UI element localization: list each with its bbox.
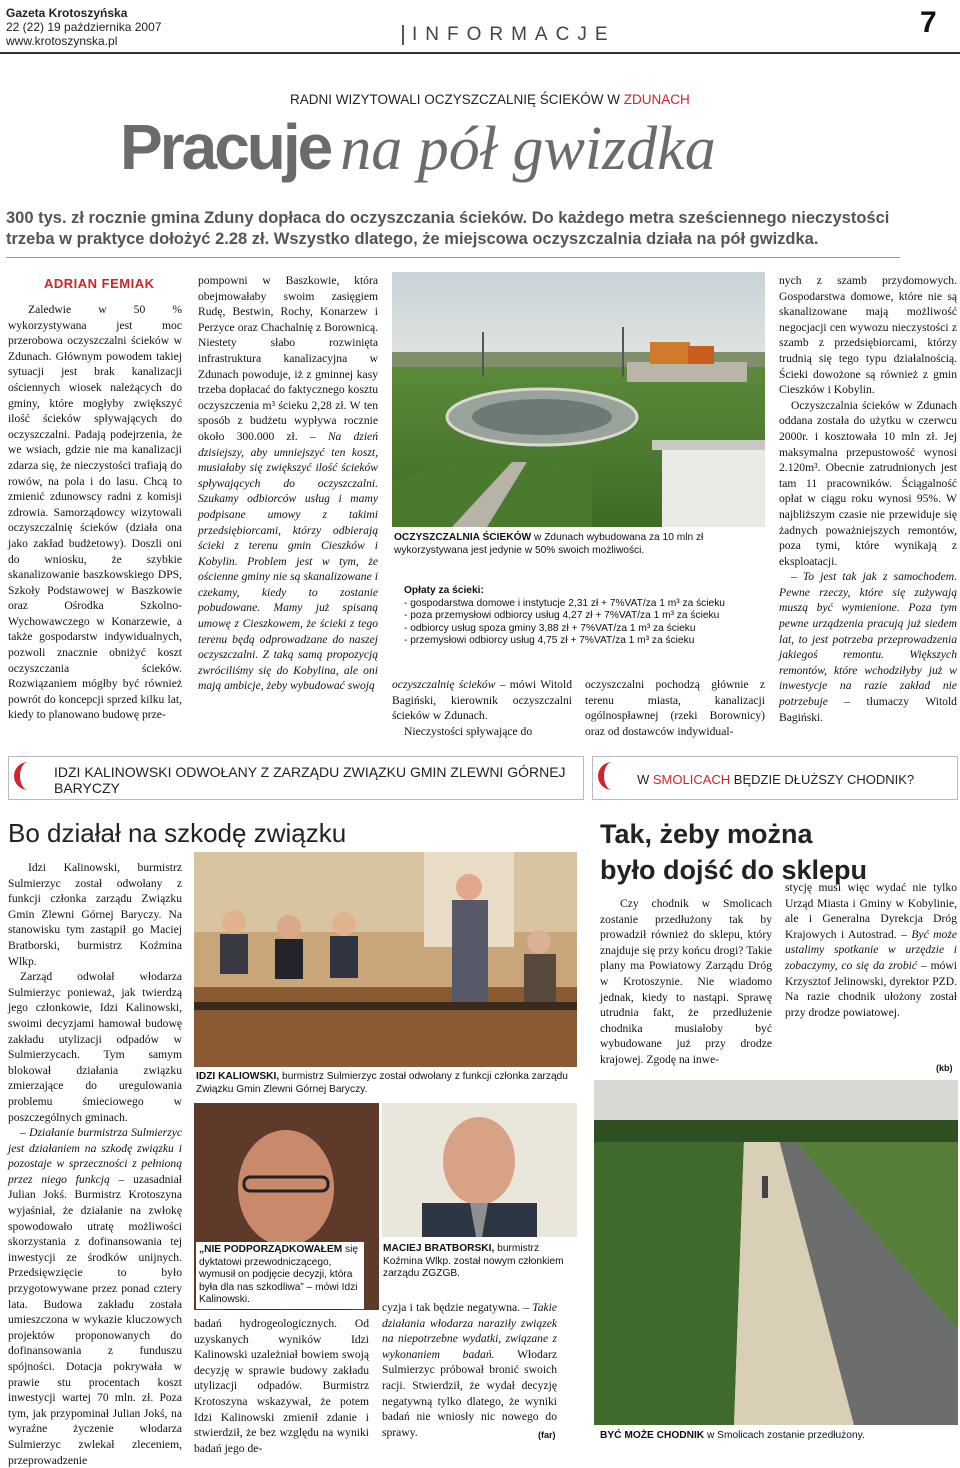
third-col-1-text: Czy chodnik w Smolicach zostanie przedłużony tak by prowadził również do sklepu, który znajduje się przy końcu drogi? Takie plany ma Powiatowy Zarządu Dróg w Krotoszynie. Nie wiadomo jednak, kiedy to nastąpi. Sprawę utrudnia fakt, że przedłużenie chodnika musiałoby być wybudowane już przy drodze krajowej. Zgodę na inwe- xyxy=(600,897,772,1066)
masthead-rule xyxy=(0,52,960,54)
main-col-5-quote: – To jest tak jak z samochodem. Pewne rzeczy, które się zużywają muszą być wymienione. Poza tym pewne urządzenia pracują już siedem lat, to jest potrzeba przeprowadzenia jakiegoś remontu. Większych remontów, które wchodziłyby już w inwestycje na razie zakład nie potrzebuje xyxy=(779,570,957,709)
third-kicker-place: SMOLICACH xyxy=(652,772,731,787)
main-col-4 xyxy=(585,677,765,743)
caption3-bold: MACIEJ BRATBORSKI, xyxy=(383,1243,495,1254)
second-col-3-quote: – Takie działania włodarza naraziły związek na niepotrzebne wydatki, związane z wykonaniem badań. xyxy=(382,1301,558,1361)
headline-italic: na pół gwizdka xyxy=(340,115,716,183)
byline: ADRIAN FEMIAK xyxy=(44,276,155,291)
sidewalk-caption xyxy=(600,1430,955,1443)
issue-info: 22 (22) 19 października 2007 xyxy=(6,20,162,34)
second-col-3-text: cyzja i tak będzie negatywna. xyxy=(382,1301,521,1314)
caption2-bold: „NIE PODPORZĄDKOWAŁEM xyxy=(199,1244,343,1255)
plant-caption-bold: OCZYSZCZALNIA ŚCIEKÓW xyxy=(394,532,532,543)
main-col-5 xyxy=(779,273,957,743)
caption1-bold: IDZI KALIOWSKI, xyxy=(196,1071,280,1082)
main-col-3-text: – mówi Witold Bagiński, kierownik oczyszczalni ścieków w Zdunach. xyxy=(392,678,572,723)
main-col-1 xyxy=(8,302,182,742)
main-headline xyxy=(120,110,716,185)
swoosh-icon xyxy=(598,762,632,790)
second-col-1-end: – uzasadniał Julian Jokś. Burmistrz Krotoszyna wyjaśniał, że działanie na zwłokę spowodowało utratę możliwości skorzystania z dofinansowania tej inwestycji ze środków unijnych. Przedsięwzięcie to było przygotowywane przez ponad cztery lata. Budowa zakładu została umieszczona w wykazie kluczowych projektów proponowanych do dofinansowania z funduszu spójności. Dotacja pokrywała w prawie stu procentach koszt inwestycji wartej 70 mln. zł. Poza tym, jak przypominał Julian Jokś, na wyraźne życzenie włodarza Sulmierzyc zwlekał zleceniem, przeprowadzenie xyxy=(8,1172,182,1467)
third-kicker-rest: BĘDZIE DŁUŻSZY CHODNIK? xyxy=(730,772,915,787)
site-url: www.krotoszynska.pl xyxy=(6,34,118,48)
kicker-text: RADNI WIZYTOWALI OCZYSZCZALNIĘ ŚCIEKÓW W xyxy=(290,92,624,107)
third-col-2-quote: – Być może ustalimy spotkanie w urzędzie i zobaczymy, co się da zrobić xyxy=(785,927,958,972)
main-col-3-quote: oczyszczalnię ścieków xyxy=(392,678,496,691)
fee-item: - gospodarstwa domowe i instytucje 2,31 zł + 7%VAT/za 1 m³ za ścieku xyxy=(404,597,725,609)
third-kicker-prefix: W xyxy=(637,772,653,787)
masthead-left xyxy=(6,6,161,48)
lead-rule xyxy=(6,257,900,258)
main-col-2 xyxy=(198,273,378,743)
meeting-photo-caption xyxy=(196,1071,578,1096)
fee-item: - przemysłowi odbiorcy usług 4,75 zł + 7%VAT/za 1 m³ za ścieku xyxy=(404,635,695,647)
third-headline-1: Tak, żeby można xyxy=(600,819,813,849)
second-col-1-para: Zarząd odwołał włodarza Sulmierzyc ponieważ, jak twierdzą jego członkowie, Idzi Kalinowski, swoimi decyzjami hamował budowę zakładu utylizacji odpadów w Sulmierzycach. Tym samym blokował działania związku zmierzające do uregulowania problemu śmieciowego w poszczególnych gminach. xyxy=(8,970,182,1124)
bratborski-caption xyxy=(383,1243,568,1281)
second-sign: (far) xyxy=(538,1430,556,1440)
main-col-2-quote: – Na dzień dzisiejszy, aby umniejszyć ten koszt, musiałaby się zwiększyć ilość ścieków spływających do oczyszczalni. Szukamy odbiorców usług i mamy podpisane umowy z takimi przedsiębiorcami, którzy odbierają ścieki z terenu gmin Cieszków i Kobylin. Problem jest w tym, że ościenne gminy nie są skanalizowane i czekamy, kiedy to zostanie pobudowane. Mamy już spisaną umowę z Cieszkowem, że ścieki z tego terenu będą odprowadzane do naszej oczyszczalni. Z taką samą propozycją zwróciliśmy się do Kobylina, ale oni mają ambicje, żeby wybudować swoją xyxy=(198,429,378,693)
section-bar-icon xyxy=(402,25,404,45)
sidewalk-caption-text: w Smolicach zostanie przedłużony. xyxy=(706,1430,865,1441)
third-headline xyxy=(600,816,867,888)
second-headline: Bo działał na szkodę związku xyxy=(8,818,347,848)
caption2-text: się dyktatowi przewodniczącego, wymusił on podjęcie decyzji, która była dla nas szkodliwa” – mówi Idzi Kalinowski. xyxy=(199,1244,359,1305)
fee-item: - poza przemysłowi odbiorcy usług 4,27 zł + 7%VAT/za 1 m³ za ścieku xyxy=(404,610,720,622)
sidewalk-image xyxy=(594,1080,958,1425)
caption3-text: burmistrz Koźmina Wlkp. został nowym członkiem zarządu ZGZGB. xyxy=(383,1243,564,1279)
third-kicker xyxy=(637,772,914,787)
fee-item: - odbiorcy usług spoza gminy 3,88 zł + 7%VAT/za 1 m³ za ścieku xyxy=(404,622,696,634)
section-name: INFORMACJE xyxy=(412,24,616,45)
second-col-1-text: Idzi Kalinowski, burmistrz Sulmierzyc został odwołany z funkcji członka zarządu Związku Gmin Zlewni Górnej Baryczy. Na stanowisku tym zastąpił go Maciej Bratborski, burmistrz Koźmina Wlkp. xyxy=(8,861,182,968)
fees-box xyxy=(404,585,764,648)
treatment-plant-image xyxy=(392,272,765,527)
main-col-3 xyxy=(392,677,572,743)
second-col-3-end: Włodarz Sulmierzyc próbował bronić swoich racji. Stwierdził, że wydał decyzję negatywną tylko dlatego, że wyniki badań nie wniosły nic nowego do sprawy. xyxy=(382,1347,557,1439)
third-col-2 xyxy=(785,880,957,1060)
caption1-text: burmistrz Sulmierzyc został odwołany z funkcji członka zarządu Związku Gmin Zlewni Górnej Baryczy. xyxy=(196,1071,568,1095)
third-col-2-text: stycję musi więc wydać nie tylko Urząd Miasta i Gminy w Kobylinie, ale i Generalna Dyrekcja Dróg Krajowych i Autostrad. xyxy=(785,881,957,941)
third-headline-2: było dojść do sklepu xyxy=(600,855,868,885)
headline-bold: Pracuje xyxy=(120,111,331,183)
sidewalk-caption-bold: BYĆ MOŻE CHODNIK xyxy=(600,1430,705,1441)
treatment-plant-photo xyxy=(392,272,765,527)
main-col-2-text: pompowni w Baszkowie, która obejmowałaby swoim zasięgiem Rudę, Bestwin, Rochy, Konarzew i Perzyce oraz Chachalnię z Borownicą. Niestety słabo rozwinięta infrastruktura kanalizacyjna w Zdunach powoduje, iż z gminnej kasy trzeba dopłacać do faktycznego kosztu oczyszczenia m³ ścieku 2,28 zł. W ten sposób z budżetu wypływa rocznie około 300.000 zł. xyxy=(198,274,378,443)
paper-name: Gazeta Krotoszyńska xyxy=(6,6,128,20)
third-sign: (kb) xyxy=(936,1063,953,1073)
meeting-photo xyxy=(194,852,577,1067)
bratborski-image xyxy=(382,1103,577,1237)
kalinowski-caption xyxy=(196,1242,364,1309)
third-col-2-end: – mówi Krzysztof Jelinowski, dyrektor PZD. Na razie chodnik ułożony został przy drodze powiatowej. xyxy=(785,958,957,1019)
sidewalk-photo xyxy=(594,1080,958,1425)
plant-caption-text: w Zdunach wybudowana za 10 mln zł wykorzystywana jest jedynie w 50% swoich możliwości. xyxy=(394,532,704,556)
main-col-5-text: nych z szamb przydomowych. Gospodarstwa domowe, które nie są skanalizowane mają możliwość negocjacji cen wywozu nieczystości z szamb z przedsiębiorcami, którzy trudnią się tego typu działalnością. Ścieki dowożone są również z gmin Cieszków i Kobylin. xyxy=(779,274,957,397)
bratborski-photo xyxy=(382,1103,577,1237)
second-kicker: IDZI KALINOWSKI ODWOŁANY Z ZARZĄDU ZWIĄZKU GMIN ZLEWNI GÓRNEJ BARYCZY xyxy=(54,764,566,796)
main-col-3-para: Nieczystości spływające do xyxy=(404,724,533,738)
second-col-2 xyxy=(194,1316,369,1455)
second-col-1-quote: – Działanie burmistrza Sulmierzyc jest działaniem na szkodę związku i pozostaje w sprzeczności z pełnioną przez niego funkcją xyxy=(8,1126,182,1186)
second-col-2-text: badań hydrogeologicznych. Od uzyskanych wyników Idzi Kalinowski uzależniał bowiem swoją decyzję w sprawie budowy zakładu utylizacji odpadów. Burmistrz Krotoszyna wskazywał, że potem Idzi Kalinowski zmienił zdanie i stwierdził, że bez względu na wyniki badań jego de- xyxy=(194,1317,369,1455)
page-number: 7 xyxy=(920,6,937,39)
main-col-5-end: – tłumaczy Witold Bagiński. xyxy=(779,695,957,724)
third-col-1 xyxy=(600,896,772,1076)
main-col-5-para: Oczyszczalnia ścieków w Zdunach oddana została do użytku w czerwcu 2000r. i kosztowała 10 mln zł. Jej maksymalna przepustowość wynosi 2.120m³. Obecnie zatrudnionych jest tam 11 pracowników. Ściągalność opłat w ciągu roku wynosi 95%. W najbliższym czasie nie przewiduje się żadnych poważniejszych remontów, poza tymi, które wynikają z eksploatacji. xyxy=(779,398,957,568)
kicker-place: ZDUNACH xyxy=(623,92,690,107)
meeting-image xyxy=(194,852,577,1067)
kicker xyxy=(290,92,690,107)
second-col-1 xyxy=(8,860,182,1467)
swoosh-icon xyxy=(14,762,48,790)
main-col-4-text: oczyszczalni pochodzą głównie z terenu miasta, kanalizacji ogólnospławnej (rzeki Borownicy) oraz od dostawców indywidual- xyxy=(585,678,765,738)
lead-line-2: trzeba w praktyce dołożyć 2.28 zł. Wszystko dlatego, że miejscowa oczyszczalnia działa na pół gwizdka. xyxy=(6,230,819,248)
fees-title: Opłaty za ścieki: xyxy=(404,585,484,596)
lead-line-1: 300 tys. zł rocznie gmina Zduny dopłaca do oczyszczania ścieków. Do każdego metra sześciennego nieczystości xyxy=(6,209,890,227)
lead xyxy=(6,208,956,250)
plant-photo-caption xyxy=(394,532,764,557)
main-col-1-text: Zaledwie w 50 % wykorzystywana jest moc przerobowa oczyszczalni ścieków w Zdunach. Głównym powodem takiej sytuacji jest brak kanalizacji ościennych wiosek należących do gminy, które mogłyby zwiększyć ilość ścieków spływających do oczyszczalni. Padają podejrzenia, że we wsiach, gdzie nie ma kanalizacji zdarza się, że nieczystości trafiają do rowów, na pola i do lasu. Chcą to zmienić zdunowscy radni z komisji zdrowia. Samorządowcy wizytowali oczyszczalnię ścieków (działa ona jako zakład budżetowy). Doszli oni do wniosku, że szybkie skanalizowanie baszkowskiego DPS, Szkoły Podstawowej w Baszkowie oraz Ośrodka Szkolno-Wychowawczego w Konarzewie, a także gospodarstw indywidualnych, pozwoli znacznie obniżyć koszt oczyszczania ścieków. Rozwiązaniem mógłby być również powrót do koncepcji sprzed kilku lat, kiedy to planowano budowę prze- xyxy=(8,303,182,722)
